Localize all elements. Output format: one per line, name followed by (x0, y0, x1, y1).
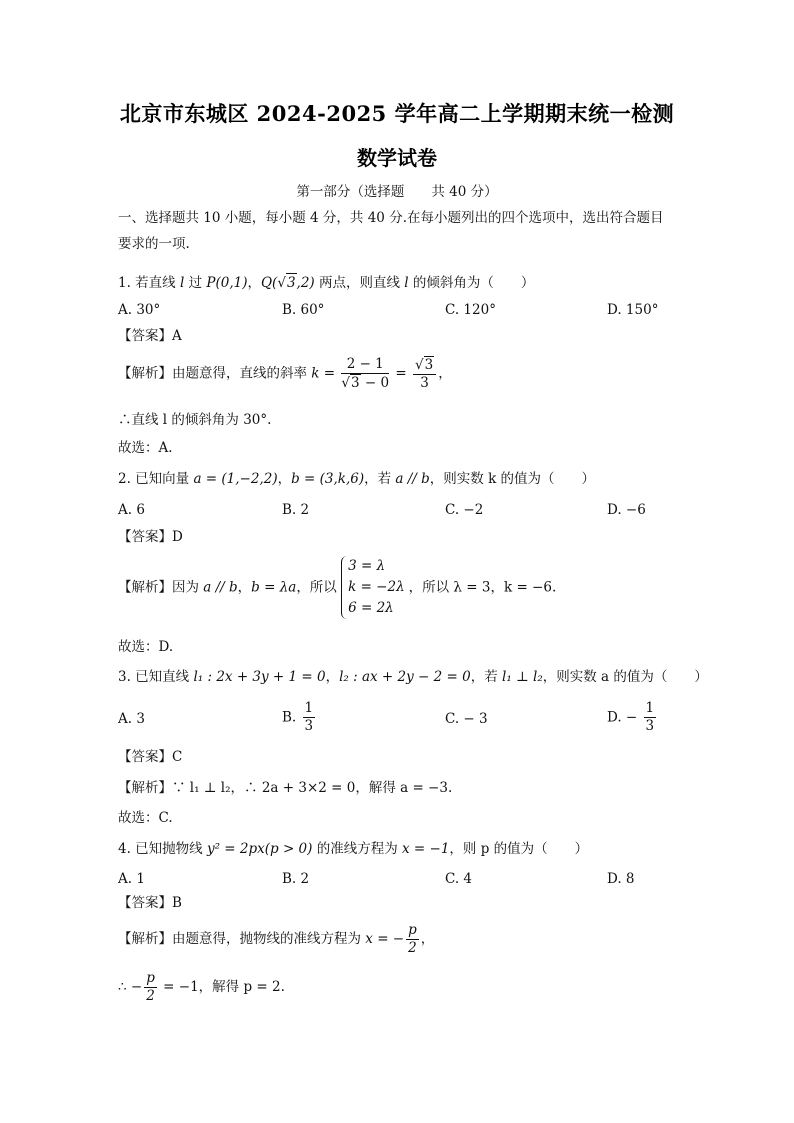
q1-conclusion: ∴直线 l 的倾斜角为 30°. (118, 412, 272, 428)
q2-option-c: C. −2 (445, 502, 484, 518)
q2-option-a: A. 6 (118, 502, 145, 518)
question-1-stem: 1. 若直线 l 过 P(0,1)，Q(√3,2) 两点，则直线 l 的倾斜角为（ ） (118, 275, 535, 291)
question-2-stem: 2. 已知向量 a = (1,−2,2)，b = (3,k,6)，若 a // b，则实数 k 的值为（ ） (118, 471, 596, 487)
q1-option-d: D. 150° (607, 302, 659, 318)
q2-option-b: B. 2 (282, 502, 310, 518)
q1-option-a: A. 30° (118, 302, 161, 318)
point-q: Q(√3,2) (260, 275, 315, 291)
q3-option-c: C. − 3 (445, 711, 488, 727)
question-3-stem: 3. 已知直线 l₁ : 2x + 3y + 1 = 0，l₂ : ax + 2y − 2 = 0，若 l₁ ⊥ l₂，则实数 a 的值为（ ） (118, 669, 708, 685)
q3-answer: 【答案】C (118, 749, 183, 765)
question-4-stem: 4. 已知抛物线 y² = 2px(p > 0) 的准线方程为 x = −1，则 p 的值为（ ） (118, 841, 589, 857)
q3-option-a: A. 3 (118, 711, 145, 727)
exam-subtitle: 数学试卷 (357, 146, 437, 170)
q3-option-b: B. $\frac{1}{3}$ (282, 700, 314, 734)
q4-option-a: A. 1 (118, 871, 145, 887)
q1-answer: 【答案】A (118, 328, 182, 344)
q2-choice: 故选：D. (118, 639, 174, 655)
q3-analysis: 【解析】∵ l₁ ⊥ l₂，∴ 2a + 3×2 = 0，解得 a = −3. (118, 780, 453, 796)
q1-choice: 故选：A. (118, 440, 173, 456)
q1-analysis: 【解析】由题意得，直线的斜率 k = $\frac{2 - 1}{√3 - 0}$ = $\frac{√3}{3}$ ， (118, 356, 452, 391)
instruction-line-2: 要求的一项. (118, 236, 190, 252)
q4-analysis: 【解析】由题意得，抛物线的准线方程为 x = − $\frac{p}{2}$ ， (118, 922, 435, 956)
q3-option-d: D. − $\frac{1}{3}$ (607, 700, 655, 734)
point-p: P(0,1) (206, 275, 248, 291)
q1-option-b: B. 60° (282, 302, 325, 318)
part-heading: 第一部分（选择题 共 40 分） (296, 184, 498, 200)
q4-option-b: B. 2 (282, 871, 310, 887)
q3-choice: 故选：C. (118, 810, 173, 826)
instruction-line-1: 一、选择题共 10 小题，每小题 4 分，共 40 分.在每小题列出的四个选项中，选出符合题目 (118, 210, 664, 226)
q2-analysis: 【解析】因为 a // b，b = λa，所以 3 = λ k = −2λ 6 = 2λ ，所以 λ = 3，k = −6. (118, 556, 556, 619)
q4-option-c: C. 4 (445, 871, 473, 887)
q2-option-d: D. −6 (607, 502, 646, 518)
q4-answer: 【答案】B (118, 895, 182, 911)
q4-final: ∴ − $\frac{p}{2}$ = −1，解得 p = 2. (118, 970, 285, 1004)
q1-option-c: C. 120° (445, 302, 496, 318)
q2-answer: 【答案】D (118, 529, 183, 545)
equation-system: 3 = λ k = −2λ 6 = 2λ (341, 556, 405, 619)
exam-title: 北京市东城区 2024-2025 学年高二上学期期末统一检测 (119, 101, 675, 126)
q4-option-d: D. 8 (607, 871, 635, 887)
